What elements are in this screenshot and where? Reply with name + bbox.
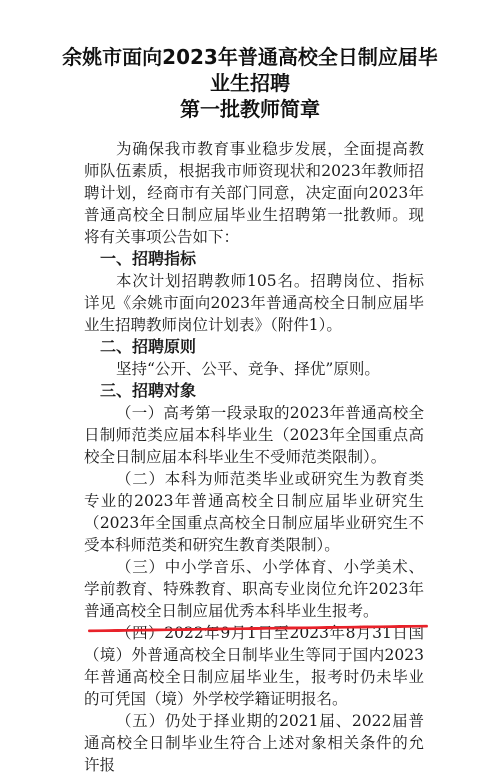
target-item-5: （五）仍处于择业期的2021届、2022届普通高校全日制毕业生符合上述对象相关条件的允许报 (84, 712, 424, 774)
section-heading-quota: 一、招聘指标 (100, 249, 197, 268)
target-item-4: （四）2022年9月1日至2023年8月31日国（境）外普通高校全日制毕业生等同于国内2023年普通高校全日制应届毕业生，报考时仍未毕业的可凭国（境）外学校学籍证明报名。 (84, 624, 424, 708)
title-line-3: 第一批教师简章 (180, 97, 320, 121)
section-principle-text: 坚持“公开、公平、竞争、择优”原则。 (116, 360, 380, 378)
target-item-1: （一）高考第一段录取的2023年普通高校全日制师范类应届本科毕业生（2023年全国重点高校全日制应届本科毕业生不受师范类限制）。 (84, 404, 424, 466)
target-item-2: （二）本科为师范类毕业或研究生为教育类专业的2023年普通高校全日制应届毕业研究生（2023年全国重点高校全日制应届毕业研究生不受本科师范类和研究生教育类限制）。 (84, 470, 424, 554)
target-item-3: （三）中小学音乐、小学体育、小学美术、学前教育、特殊教育、职高专业岗位允许2023年普通高校全日制应届优秀本科毕业生报考。 (84, 558, 424, 620)
section-quota-text: 本次计划招聘教师105名。招聘岗位、指标详见《余姚市面向2023年普通高校全日制应届毕业生招聘教师岗位计划表》（附件1）。 (84, 272, 424, 334)
section-heading-principle: 二、招聘原则 (100, 337, 197, 356)
document-body (84, 138, 424, 776)
title-line-2: 业生招聘 (210, 71, 290, 95)
intro-paragraph: 为确保我市教育事业稳步发展，全面提高教师队伍素质，根据我市师资现状和2023年教师招聘计划，经商市有关部门同意，决定面向2023年普通高校全日制应届毕业生招聘第一批教师。现将有关事项公告如下： (84, 140, 424, 246)
section-heading-target: 三、招聘对象 (100, 381, 197, 400)
document-title (0, 0, 500, 122)
title-line-1: 余姚市面向2023年普通高校全日制应届毕 (62, 45, 438, 69)
